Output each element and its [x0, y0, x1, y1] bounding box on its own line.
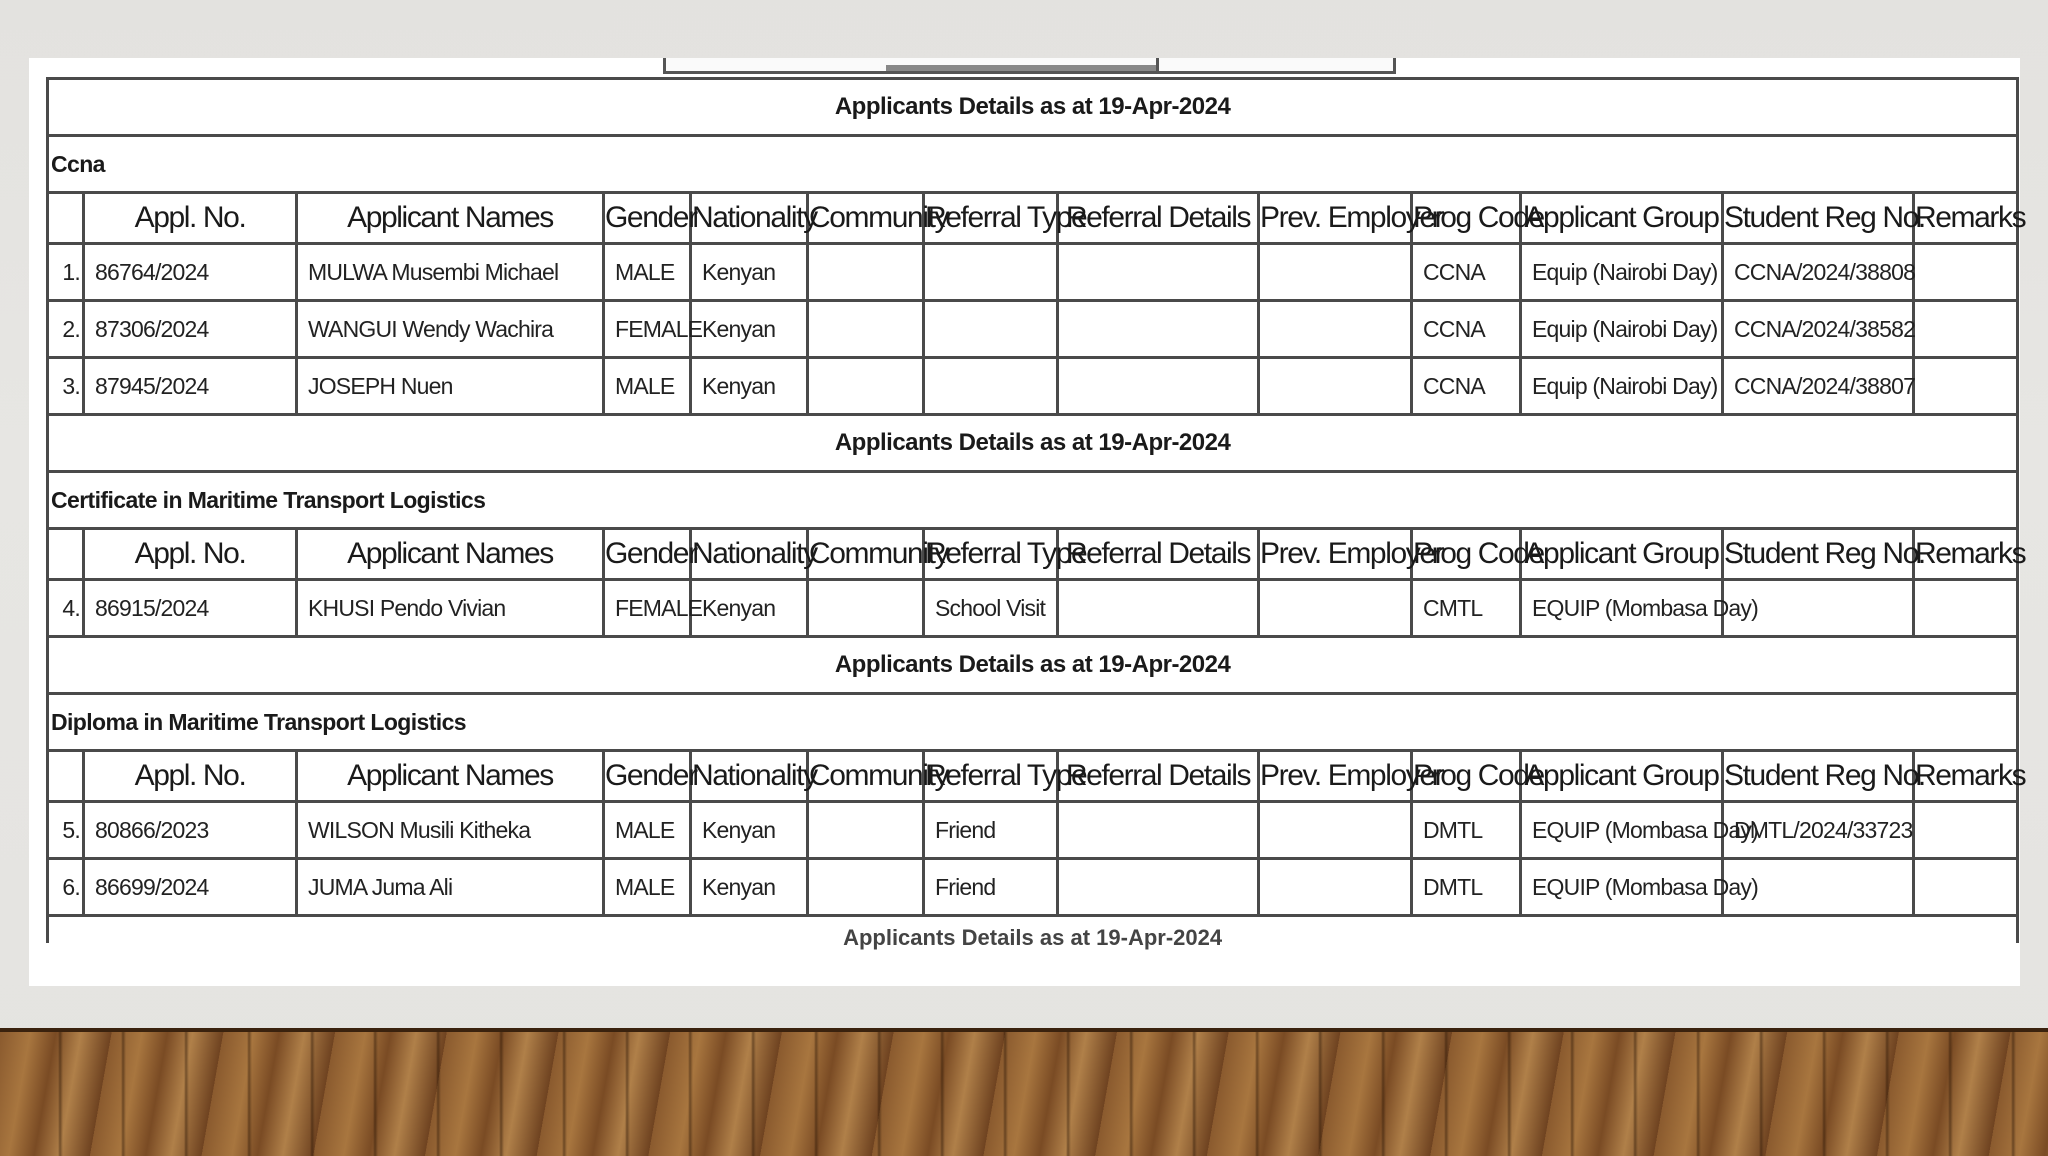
row-index: 3. [48, 358, 84, 415]
prev-employer-cell [1259, 244, 1412, 301]
remarks-cell [1914, 802, 2018, 859]
student-reg-no-cell: CCNA/2024/38807 [1723, 358, 1914, 415]
report-banner-row [48, 415, 2018, 472]
community-cell [808, 580, 924, 637]
column-header: Applicant Names [297, 751, 604, 802]
table-row [48, 244, 2018, 301]
column-header: Referral Type [924, 751, 1058, 802]
slide-screenshot [29, 58, 2026, 986]
column-header: Remarks [1914, 529, 2018, 580]
scroll-bar-top [663, 58, 1396, 74]
column-header: Student Reg No. [1723, 529, 1914, 580]
column-header: Referral Details [1058, 751, 1259, 802]
applicant-group-cell: EQUIP (Mombasa Day) [1521, 802, 1723, 859]
nationality-cell: Kenyan [691, 244, 808, 301]
prog-code-cell: DMTL [1412, 802, 1521, 859]
column-header: Nationality [691, 751, 808, 802]
applicant-group-cell: EQUIP (Mombasa Day) [1521, 859, 1723, 916]
nationality-cell: Kenyan [691, 580, 808, 637]
table-row [48, 580, 2018, 637]
applicant-name-cell: JOSEPH Nuen [297, 358, 604, 415]
report-banner: Applicants Details as at 19-Apr-2024 [48, 637, 2018, 694]
referral-details-cell [1058, 580, 1259, 637]
column-header: Applicant Group [1521, 529, 1723, 580]
row-index: 2. [48, 301, 84, 358]
column-header: Applicant Names [297, 529, 604, 580]
program-title: Certificate in Maritime Transport Logistics [48, 472, 2018, 529]
gender-cell: FEMALE [604, 580, 691, 637]
appl-no-cell: 80866/2023 [84, 802, 297, 859]
partial-banner [48, 916, 2018, 950]
gender-cell: MALE [604, 802, 691, 859]
program-row [48, 694, 2018, 751]
column-header: Prev. Employer [1259, 193, 1412, 244]
remarks-cell [1914, 244, 2018, 301]
appl-no-cell: 87945/2024 [84, 358, 297, 415]
nationality-cell: Kenyan [691, 859, 808, 916]
column-header: Prog Code [1412, 751, 1521, 802]
column-header: Appl. No. [84, 193, 297, 244]
prev-employer-cell [1259, 301, 1412, 358]
remarks-cell [1914, 859, 2018, 916]
referral-details-cell [1058, 301, 1259, 358]
referral-type-cell: Friend [924, 859, 1058, 916]
column-header: Remarks [1914, 193, 2018, 244]
referral-details-cell [1058, 244, 1259, 301]
column-header: Remarks [1914, 751, 2018, 802]
community-cell [808, 859, 924, 916]
prev-employer-cell [1259, 580, 1412, 637]
column-header: Referral Type [924, 193, 1058, 244]
column-header: Applicant Names [297, 193, 604, 244]
referral-details-cell [1058, 802, 1259, 859]
community-cell [808, 301, 924, 358]
nationality-cell: Kenyan [691, 802, 808, 859]
prog-code-cell: CMTL [1412, 580, 1521, 637]
table-row [48, 358, 2018, 415]
referral-type-cell: Friend [924, 802, 1058, 859]
column-header: Prev. Employer [1259, 529, 1412, 580]
referral-type-cell [924, 301, 1058, 358]
column-header [48, 751, 84, 802]
column-header: Nationality [691, 529, 808, 580]
gender-cell: MALE [604, 859, 691, 916]
community-cell [808, 244, 924, 301]
column-header-row [48, 751, 2018, 802]
referral-type-cell [924, 244, 1058, 301]
student-reg-no-cell: CCNA/2024/38582 [1723, 301, 1914, 358]
prev-employer-cell [1259, 802, 1412, 859]
applicant-group-cell: Equip (Nairobi Day) [1521, 358, 1723, 415]
applicant-name-cell: WANGUI Wendy Wachira [297, 301, 604, 358]
report-banner: Applicants Details as at 19-Apr-2024 [48, 79, 2018, 136]
prog-code-cell: CCNA [1412, 301, 1521, 358]
report-banner: Applicants Details as at 19-Apr-2024 [48, 415, 2018, 472]
column-header [48, 529, 84, 580]
community-cell [808, 802, 924, 859]
gender-cell: FEMALE [604, 301, 691, 358]
column-header: Gender [604, 529, 691, 580]
table-row [48, 301, 2018, 358]
program-row [48, 136, 2018, 193]
gender-cell: MALE [604, 244, 691, 301]
column-header-row [48, 529, 2018, 580]
column-header [48, 193, 84, 244]
prev-employer-cell [1259, 358, 1412, 415]
table-row [48, 859, 2018, 916]
report-banner-row [48, 637, 2018, 694]
prog-code-cell: CCNA [1412, 358, 1521, 415]
column-header: Appl. No. [84, 529, 297, 580]
remarks-cell [1914, 580, 2018, 637]
student-reg-no-cell: DMTL/2024/33723 [1723, 802, 1914, 859]
gender-cell: MALE [604, 358, 691, 415]
applicant-group-cell: Equip (Nairobi Day) [1521, 244, 1723, 301]
appl-no-cell: 87306/2024 [84, 301, 297, 358]
community-cell [808, 358, 924, 415]
column-header: Appl. No. [84, 751, 297, 802]
applicant-name-cell: MULWA Musembi Michael [297, 244, 604, 301]
column-header: Applicant Group [1521, 751, 1723, 802]
row-index: 4. [48, 580, 84, 637]
column-header: Student Reg No. [1723, 751, 1914, 802]
prev-employer-cell [1259, 859, 1412, 916]
row-index: 1. [48, 244, 84, 301]
referral-type-cell [924, 358, 1058, 415]
scroll-divider [1156, 58, 1159, 71]
referral-details-cell [1058, 859, 1259, 916]
row-index: 6. [48, 859, 84, 916]
applicant-name-cell: JUMA Juma Ali [297, 859, 604, 916]
column-header: Prog Code [1412, 529, 1521, 580]
applicant-name-cell: KHUSI Pendo Vivian [297, 580, 604, 637]
row-index: 5. [48, 802, 84, 859]
column-header: Gender [604, 193, 691, 244]
column-header: Referral Details [1058, 529, 1259, 580]
referral-details-cell [1058, 358, 1259, 415]
column-header: Nationality [691, 193, 808, 244]
column-header: Applicant Group [1521, 193, 1723, 244]
nationality-cell: Kenyan [691, 301, 808, 358]
prog-code-cell: CCNA [1412, 244, 1521, 301]
column-header: Community [808, 529, 924, 580]
applicant-name-cell: WILSON Musili Kitheka [297, 802, 604, 859]
remarks-cell [1914, 301, 2018, 358]
partial-banner-text: Applicants Details as at 19-Apr-2024 [843, 925, 1223, 950]
program-title: Diploma in Maritime Transport Logistics [48, 694, 2018, 751]
applicants-table [46, 77, 2026, 950]
program-row [48, 472, 2018, 529]
table-row [48, 802, 2018, 859]
column-header: Prev. Employer [1259, 751, 1412, 802]
referral-type-cell: School Visit [924, 580, 1058, 637]
column-header: Community [808, 751, 924, 802]
column-header: Community [808, 193, 924, 244]
scroll-thumb [886, 65, 1156, 71]
column-header: Gender [604, 751, 691, 802]
partial-banner-row [48, 916, 2018, 944]
column-header: Student Reg No. [1723, 193, 1914, 244]
appl-no-cell: 86764/2024 [84, 244, 297, 301]
student-reg-no-cell: CCNA/2024/38808 [1723, 244, 1914, 301]
column-header: Referral Type [924, 529, 1058, 580]
remarks-cell [1914, 358, 2018, 415]
program-title: Ccna [48, 136, 2018, 193]
report-banner-row [48, 79, 2018, 136]
applicant-group-cell: Equip (Nairobi Day) [1521, 301, 1723, 358]
appl-no-cell: 86915/2024 [84, 580, 297, 637]
wooden-floor-background [0, 1028, 2048, 1156]
appl-no-cell: 86699/2024 [84, 859, 297, 916]
column-header-row [48, 193, 2018, 244]
column-header: Prog Code [1412, 193, 1521, 244]
applicant-group-cell: EQUIP (Mombasa Day) [1521, 580, 1723, 637]
column-header: Referral Details [1058, 193, 1259, 244]
nationality-cell: Kenyan [691, 358, 808, 415]
prog-code-cell: DMTL [1412, 859, 1521, 916]
